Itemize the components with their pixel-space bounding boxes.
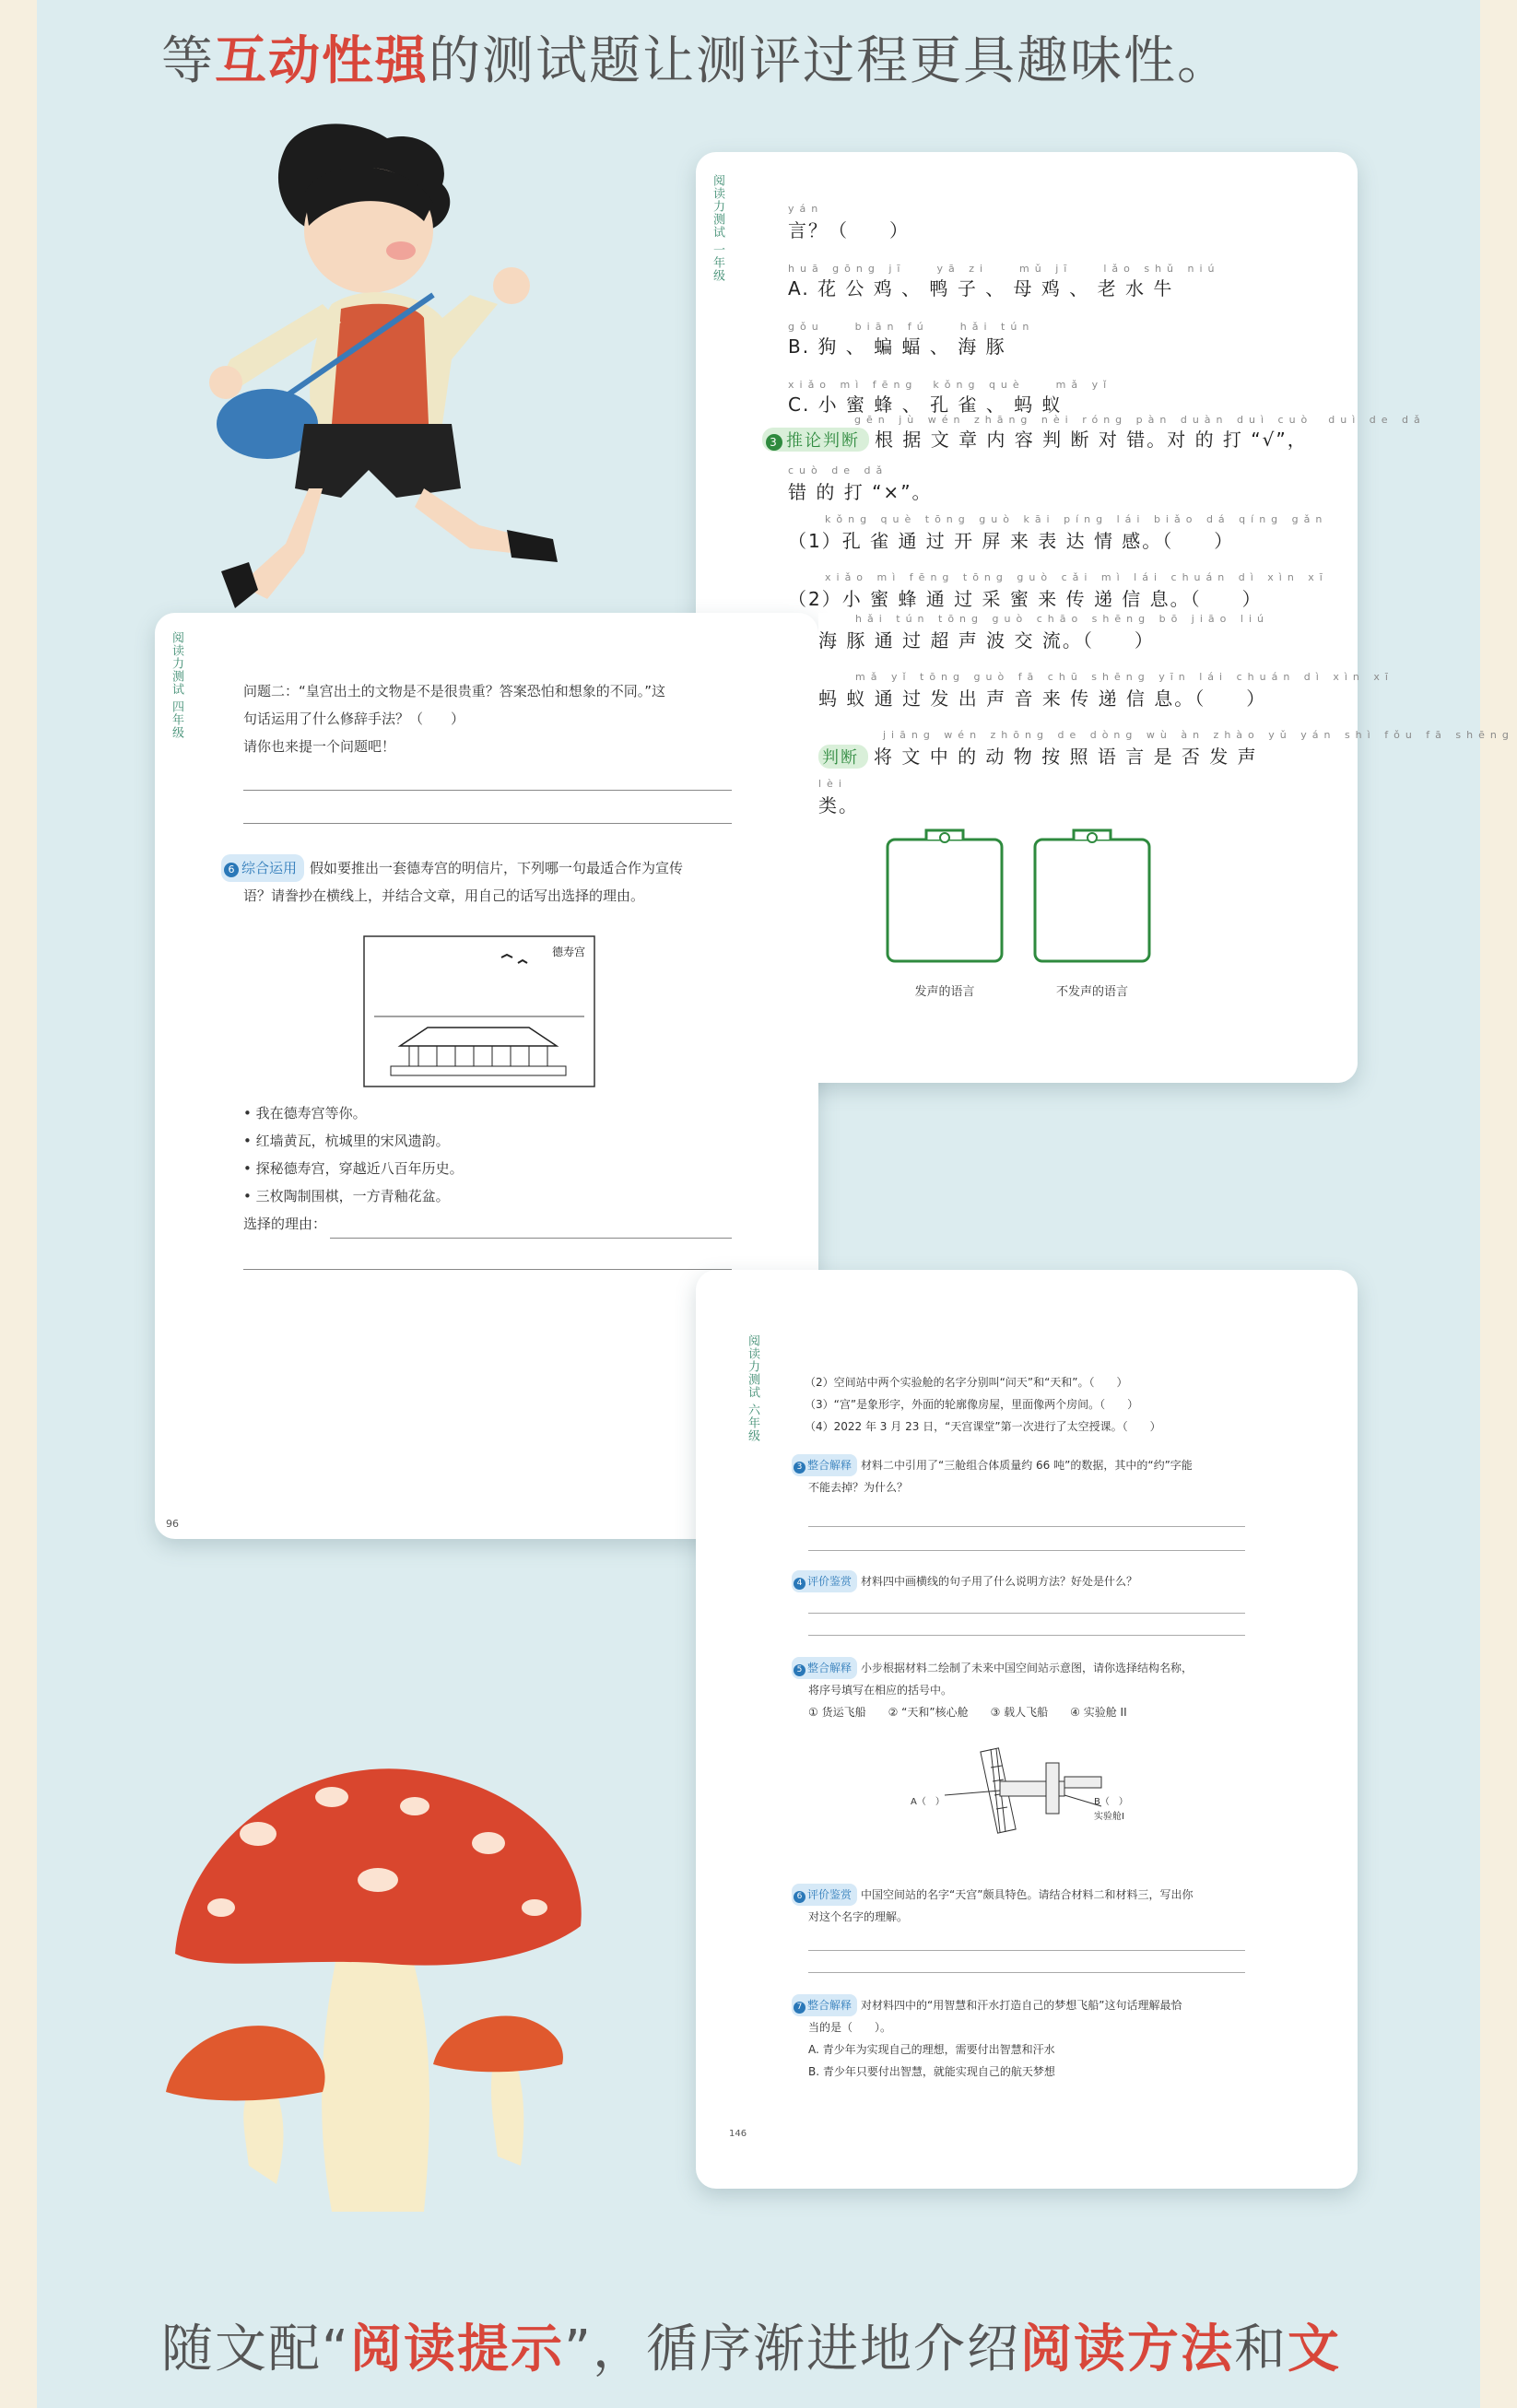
judgement-items <box>788 513 1328 611</box>
badge-number: 6 <box>224 863 239 877</box>
badge-label: 综合运用 <box>241 860 298 876</box>
badge-label: 评价鉴赏 <box>807 1575 853 1588</box>
badge-number: 7 <box>794 2002 806 2014</box>
pinyin: xiǎo mì fēng tōng guò cǎi mì lái chuán dì xìn xī <box>825 571 1328 583</box>
question-badge <box>792 1570 857 1592</box>
answer-line <box>808 1972 1245 1973</box>
true-false-items <box>805 1371 1161 1438</box>
question-text: 对这个名字的理解。 <box>808 1910 909 1923</box>
badge-number: 3 <box>766 434 782 451</box>
question-line: 言？（ ） <box>788 219 910 241</box>
question-text: 假如要推出一套德寿宫的明信片，下列哪一句最适合作为宣传 <box>310 860 684 876</box>
statement-item: （2）空间站中两个实验舱的名字分别叫“问天”和“天和”。（ ） <box>805 1376 1128 1389</box>
clipboard-icon <box>885 827 1005 965</box>
question-block <box>788 203 1220 417</box>
headline-highlight: 阅读提示 <box>350 2320 565 2379</box>
pinyin: gǒu biān fú hǎi tún <box>788 321 1035 333</box>
postcard-label: 德寿宫 <box>552 946 586 958</box>
question-text: 小步根据材料二绘制了未来中国空间站示意图，请你选择结构名称， <box>861 1662 1194 1674</box>
question-text: 问题二：“皇宫出土的文物是不是很贵重？答案恐怕和想象的不同。”这 <box>243 683 666 699</box>
diagram-label: A（ ） <box>911 1797 945 1807</box>
option-item: 三枚陶制围棋，一方青釉花盆。 <box>255 1188 450 1204</box>
headline-bottom <box>161 2308 1341 2382</box>
diagram-label: 实验舱I <box>1094 1812 1124 1822</box>
option-a: A. 花 公 鸡 、 鸭 子 、 母 鸡 、 老 水 牛 <box>788 277 1174 300</box>
pinyin: hǎi tún tōng guò chāo shēng bō jiāo liú <box>855 613 1269 625</box>
badge-label: 评价鉴赏 <box>807 1888 853 1901</box>
postcard-illustration <box>363 935 595 1087</box>
question-text: 当的是（ ）。 <box>808 2021 892 2034</box>
question-text: 根 据 文 章 内 容 判 断 对 错。对 的 打 “√”， <box>875 429 1308 451</box>
page-number: 96 <box>166 1518 179 1530</box>
badge-label: 整合解释 <box>807 1459 853 1472</box>
diagram-label: B（ ） <box>1094 1797 1128 1807</box>
question-text: 语？请誊抄在横线上，并结合文章，用自己的话写出选择的理由。 <box>243 887 645 904</box>
statement-item: （4）2022 年 3 月 23 日，“天宫课堂”第一次进行了太空授课。（ ） <box>805 1420 1161 1433</box>
answer-line <box>808 1550 1245 1551</box>
judgement-item: 蚂 蚁 通 过 发 出 声 音 来 传 递 信 息。（ ） <box>818 687 1267 710</box>
question-text: 错 的 打 “×”。 <box>788 481 933 503</box>
question-text: 材料二中引用了“三舱组合体质量约 66 吨”的数据，其中的“约”字能 <box>861 1459 1193 1472</box>
headline-text: 等 <box>161 31 215 91</box>
option-b: B. 狗 、 蝙 蝠 、 海 豚 <box>788 335 1006 358</box>
badge-number: 3 <box>794 1462 806 1474</box>
judgement-item: （2）小 蜜 蜂 通 过 采 蜜 来 传 递 信 息。（ ） <box>788 588 1263 610</box>
question-badge <box>792 1994 857 2016</box>
question-badge <box>818 745 868 769</box>
answer-line <box>330 1238 732 1239</box>
question-badge <box>762 428 869 452</box>
pinyin: cuò de dǎ <box>788 464 888 476</box>
side-tab: 阅读力测试 一年级 <box>711 174 724 283</box>
pinyin: huā gōng jī yā zi mǔ jī lǎo shǔ niú <box>788 263 1220 275</box>
question-text: 不能去掉？为什么？ <box>808 1481 909 1494</box>
option-item: 探秘德寿宫，穿越近八百年历史。 <box>255 1160 464 1177</box>
question-badge <box>792 1884 857 1906</box>
question-5-block <box>792 1657 1193 1723</box>
sample-page-grade1-lower <box>818 613 1514 1083</box>
question-text: 将 文 中 的 动 物 按 照 语 言 是 否 发 声 <box>874 746 1258 768</box>
option-c: C. 小 蜜 蜂 、 孔 雀 、 蚂 蚁 <box>788 394 1063 416</box>
badge-label: 判断 <box>822 748 859 768</box>
question-2-block <box>243 677 665 760</box>
option-item: 红墙黄瓦，杭城里的宋风遗韵。 <box>255 1133 450 1149</box>
choices-row: ① 货运飞船 ② “天和”核心舱 ③ 载人飞船 ④ 实验舱 II <box>808 1706 1127 1719</box>
question-text: 请你也来提一个问题吧！ <box>243 738 396 755</box>
question-text: 类。 <box>818 794 859 816</box>
pinyin: yán <box>788 203 824 215</box>
question-text: 对材料四中的“用智慧和汗水打造自己的梦想飞船”这句话理解最恰 <box>861 1999 1182 2012</box>
reason-label: 选择的理由： <box>243 1216 327 1232</box>
badge-label: 整合解释 <box>807 1662 853 1674</box>
space-station-diagram <box>908 1740 1138 1841</box>
options-list: • 我在德寿宫等你。 • 红墙黄瓦，杭城里的宋风遗韵。 • 探秘德寿宫，穿越近八百年历史。 • 三枚陶制围棋，一方青釉花盆。 选择的理由： <box>243 1099 464 1238</box>
pinyin: kǒng què tōng guò kāi píng lái biǎo dá qíng gǎn <box>825 513 1328 525</box>
running-boy-illustration <box>147 120 581 617</box>
headline-text: 和 <box>1234 2320 1288 2379</box>
badge-label: 整合解释 <box>807 1999 853 2012</box>
statement-item: （3）“宫”是象形字，外面的轮廓像房屋，里面像两个房间。（ ） <box>805 1398 1139 1411</box>
badge-label: 推论判断 <box>786 431 860 451</box>
clipboard-icon <box>1032 827 1152 965</box>
pinyin: jiāng wén zhōng de dòng wù àn zhào yǔ yán shì fǒu fā shēng <box>883 729 1514 741</box>
judgement-item: 海 豚 通 过 超 声 波 交 流。（ ） <box>818 629 1155 652</box>
answer-line <box>808 1950 1245 1951</box>
headline-highlight: 互动性强 <box>215 31 429 91</box>
mushroom-illustration <box>157 1742 599 2221</box>
side-tab: 阅读力测试 四年级 <box>170 631 183 740</box>
badge-number: 6 <box>794 1891 806 1903</box>
headline-highlight: 文 <box>1288 2320 1342 2379</box>
question-text: 句话运用了什么修辞手法？（ ） <box>243 711 465 727</box>
question-badge <box>221 854 304 882</box>
judgement-item: （1）孔 雀 通 过 开 屏 来 表 达 情 感。（ ） <box>788 530 1235 552</box>
answer-line <box>808 1613 1245 1614</box>
answer-line <box>243 1269 732 1270</box>
pinyin: gēn jù wén zhāng nèi róng pàn duàn duì cuò duì de dǎ <box>854 414 1426 426</box>
question-text: 中国空间站的名字“天宫”颇具特色。请结合材料二和材料三，写出你 <box>861 1888 1194 1901</box>
clipboard-label: 发声的语言 <box>914 985 975 999</box>
pinyin: xiǎo mì fēng kǒng què mǎ yǐ <box>788 379 1112 391</box>
answer-line <box>243 790 732 791</box>
badge-number: 5 <box>794 1664 806 1676</box>
sample-page-grade6 <box>696 1270 1358 2189</box>
question-3-block <box>762 412 1426 504</box>
question-3-block <box>792 1454 1193 1498</box>
question-7-block <box>792 1994 1182 2083</box>
headline-text: 随文配“ <box>161 2320 351 2379</box>
headline-text: ”，循序渐进地介绍 <box>564 2320 1021 2379</box>
headline-top <box>161 20 1230 94</box>
headline-text: 的测试题让测评过程更具趣味性。 <box>429 31 1230 91</box>
question-4-block <box>792 1570 1137 1592</box>
badge-number: 4 <box>794 1578 806 1590</box>
answer-line <box>808 1526 1245 1527</box>
question-badge <box>792 1454 857 1476</box>
question-6-block <box>221 854 683 910</box>
question-text: 材料四中画横线的句子用了什么说明方法？好处是什么？ <box>861 1575 1138 1588</box>
answer-line <box>243 823 732 824</box>
side-tab: 阅读力测试 六年级 <box>746 1334 759 1443</box>
option-a: A. 青少年为实现自己的理想，需要付出智慧和汗水 <box>808 2043 1055 2056</box>
option-b: B. 青少年只要付出智慧，就能实现自己的航天梦想 <box>808 2065 1055 2078</box>
question-text: 将序号填写在相应的括号中。 <box>808 1684 953 1697</box>
pinyin: mǎ yǐ tōng guò fā chū shēng yīn lái chuán dì xìn xī <box>855 671 1394 683</box>
answer-line <box>808 1635 1245 1636</box>
headline-highlight: 阅读方法 <box>1020 2320 1235 2379</box>
option-item: 我在德寿宫等你。 <box>255 1105 367 1122</box>
page-number: 146 <box>729 2129 747 2139</box>
judgement-items-lower <box>818 613 1514 817</box>
pinyin: lèi <box>818 778 847 790</box>
question-6-block <box>792 1884 1193 1928</box>
question-badge <box>792 1657 857 1679</box>
clipboard-label: 不发声的语言 <box>1055 985 1128 999</box>
